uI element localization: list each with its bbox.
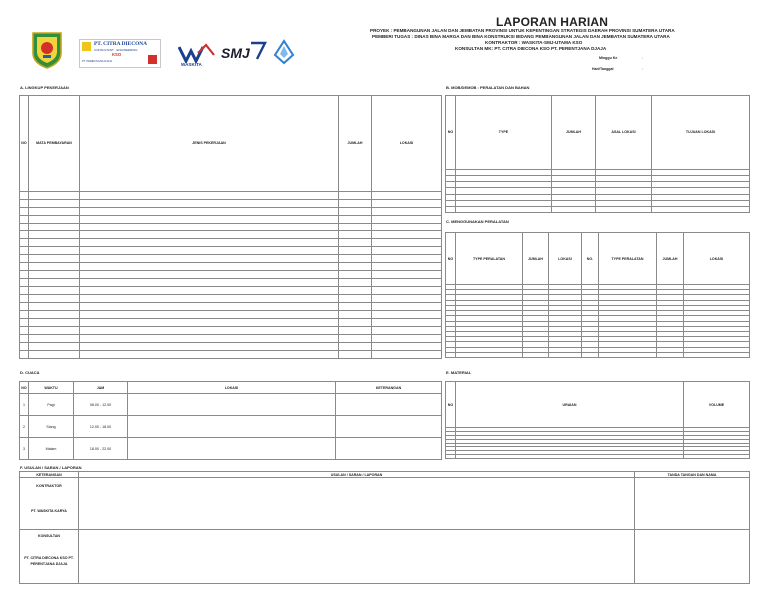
table-cell[interactable] xyxy=(339,335,372,343)
table-cell[interactable] xyxy=(80,263,339,271)
table-cell[interactable] xyxy=(339,191,372,199)
header-kontraktor: KONTRAKTOR : WASKITA-SMJ-UTAMA KSO xyxy=(485,40,583,45)
table-cell[interactable] xyxy=(339,295,372,303)
section-b-col-tujuan-lokasi: TUJUAN LOKASI xyxy=(652,96,750,170)
table-cell[interactable] xyxy=(684,352,750,357)
section-c-col-lokasi: LOKASI xyxy=(549,233,582,285)
table-cell[interactable] xyxy=(372,199,442,207)
table-row xyxy=(20,319,442,327)
table-cell[interactable] xyxy=(80,191,339,199)
table-row xyxy=(20,247,442,255)
table-cell[interactable] xyxy=(29,247,80,255)
table-row xyxy=(20,311,442,319)
table-cell[interactable] xyxy=(80,247,339,255)
table-cell[interactable] xyxy=(80,239,339,247)
table-cell[interactable] xyxy=(372,207,442,215)
table-cell[interactable] xyxy=(20,207,29,215)
section-d-table xyxy=(19,381,442,460)
table-cell[interactable] xyxy=(339,319,372,327)
weather-row-no: 1 xyxy=(20,394,29,416)
table-cell[interactable] xyxy=(372,287,442,295)
table-cell[interactable] xyxy=(20,215,29,223)
table-cell[interactable] xyxy=(80,207,339,215)
table-cell[interactable] xyxy=(372,295,442,303)
table-cell[interactable] xyxy=(372,319,442,327)
table-cell[interactable] xyxy=(29,327,80,335)
table-cell[interactable] xyxy=(446,455,456,459)
table-row xyxy=(20,327,442,335)
weather-row xyxy=(20,438,442,460)
table-cell[interactable] xyxy=(339,207,372,215)
weather-row-keterangan[interactable] xyxy=(336,394,442,416)
section-c-title: C. MENGGUNAKAN PERALATAN xyxy=(446,219,509,224)
table-cell[interactable] xyxy=(339,271,372,279)
weather-row-lokasi[interactable] xyxy=(128,416,336,438)
table-cell[interactable] xyxy=(29,223,80,231)
section-a-table xyxy=(19,95,442,359)
table-cell[interactable] xyxy=(339,239,372,247)
konsultan-signature-field[interactable] xyxy=(635,530,750,584)
section-b-table xyxy=(445,95,750,213)
section-f-title: F. USULAN / SARAN / LAPORAN xyxy=(20,465,82,470)
weather-row xyxy=(20,416,442,438)
kontraktor-signature-field[interactable] xyxy=(635,478,750,530)
table-cell[interactable] xyxy=(339,199,372,207)
weather-row-waktu: Siang xyxy=(29,416,74,438)
table-cell[interactable] xyxy=(80,351,339,359)
table-row xyxy=(20,191,442,199)
section-d-col-no: NO xyxy=(20,382,29,394)
table-cell[interactable] xyxy=(80,295,339,303)
table-cell[interactable] xyxy=(339,231,372,239)
section-e-body xyxy=(446,428,750,459)
section-a-col-jumlah: JUMLAH xyxy=(339,96,372,192)
header-pemberi-tugas: PEMBERI TUGAS : DINAS BINA MARGA DAN BINA KONSTRUKSI BIDANG PEMBANGUNAN JALAN DAN JEMBATAN SUMATERA UTARA xyxy=(372,34,670,39)
table-cell[interactable] xyxy=(80,271,339,279)
table-row xyxy=(446,352,750,357)
section-e-col-volume: VOLUME xyxy=(684,382,750,428)
table-cell[interactable] xyxy=(372,255,442,263)
section-a-col-lokasi: LOKASI xyxy=(372,96,442,192)
page-title: LAPORAN HARIAN xyxy=(496,15,609,29)
table-cell[interactable] xyxy=(29,319,80,327)
section-b-col-no: NO xyxy=(446,96,456,170)
table-row xyxy=(20,287,442,295)
section-c-body xyxy=(446,285,750,358)
table-row xyxy=(20,199,442,207)
section-b-title: B. MOB/DEMOB : PERALATAN DAN BAHAN xyxy=(446,85,530,90)
section-c-col-no: NO xyxy=(446,233,456,285)
table-cell[interactable] xyxy=(29,351,80,359)
table-cell[interactable] xyxy=(339,279,372,287)
province-emblem-logo xyxy=(30,29,64,69)
kontraktor-usulan-field[interactable] xyxy=(79,478,635,530)
table-cell[interactable] xyxy=(20,247,29,255)
table-cell[interactable] xyxy=(552,206,596,212)
table-cell[interactable] xyxy=(29,271,80,279)
table-cell[interactable] xyxy=(20,239,29,247)
table-row xyxy=(20,255,442,263)
section-b-col-asal-lokasi: ASAL LOKASI xyxy=(596,96,652,170)
table-cell[interactable] xyxy=(372,279,442,287)
table-cell[interactable] xyxy=(20,303,29,311)
section-d-col-lokasi: LOKASI xyxy=(128,382,336,394)
section-c-col-jumlah-2: JUMLAH xyxy=(657,233,684,285)
table-cell[interactable] xyxy=(582,352,599,357)
smj-logo xyxy=(221,41,267,65)
section-e-col-uraian: URAIAN xyxy=(456,382,684,428)
table-cell[interactable] xyxy=(339,215,372,223)
table-cell[interactable] xyxy=(339,263,372,271)
weather-row-waktu: Malam xyxy=(29,438,74,460)
table-cell[interactable] xyxy=(29,279,80,287)
table-cell[interactable] xyxy=(20,287,29,295)
table-row xyxy=(20,279,442,287)
weather-row-jam: 12.00 - 18.00 xyxy=(74,416,128,438)
table-cell[interactable] xyxy=(456,206,552,212)
table-cell[interactable] xyxy=(29,287,80,295)
section-a-body xyxy=(20,191,442,358)
table-cell[interactable] xyxy=(20,199,29,207)
table-cell[interactable] xyxy=(339,247,372,255)
section-b-body xyxy=(446,169,750,212)
kontraktor-label: KONTRAKTOR xyxy=(36,484,62,488)
section-a-col-jenis-pekerjaan: JENIS PEKERJAAN xyxy=(80,96,339,192)
table-cell[interactable] xyxy=(80,343,339,351)
table-cell[interactable] xyxy=(372,263,442,271)
konsultan-company-line1: PT. CITRA DIECONA KSO PT. xyxy=(24,556,74,560)
table-cell[interactable] xyxy=(339,223,372,231)
section-a-col-mata-pembayaran: MATA PEMBAYARAN xyxy=(29,96,80,192)
table-row xyxy=(20,335,442,343)
citra-logo-sub: CONSULTANT · ENGINEERING xyxy=(94,48,138,52)
table-cell[interactable] xyxy=(372,303,442,311)
table-row xyxy=(20,263,442,271)
section-d-title: D. CUACA xyxy=(20,370,40,375)
table-row xyxy=(446,455,750,459)
weather-row-lokasi[interactable] xyxy=(128,438,336,460)
waskita-logo-text: WASKITA xyxy=(181,62,202,67)
section-e-title: E. MATERIAL xyxy=(446,370,472,375)
table-row xyxy=(20,239,442,247)
table-cell[interactable] xyxy=(339,311,372,319)
table-row xyxy=(20,223,442,231)
table-row xyxy=(20,207,442,215)
table-cell[interactable] xyxy=(372,191,442,199)
table-cell[interactable] xyxy=(372,343,442,351)
table-cell[interactable] xyxy=(652,206,750,212)
waskita-logo xyxy=(178,43,216,69)
table-cell[interactable] xyxy=(596,206,652,212)
table-cell[interactable] xyxy=(372,215,442,223)
section-d-col-waktu: WAKTU xyxy=(29,382,74,394)
hari-tanggal-label: Hari/Tanggal xyxy=(592,67,614,71)
table-cell[interactable] xyxy=(80,215,339,223)
table-cell[interactable] xyxy=(20,255,29,263)
weather-row-lokasi[interactable] xyxy=(128,394,336,416)
table-row xyxy=(20,231,442,239)
smj-logo-text: SMJ xyxy=(221,45,250,61)
weather-row-no: 3 xyxy=(20,438,29,460)
citra-logo-mark xyxy=(82,42,91,51)
section-c-col-type-peralatan-2: TYPE PERALATAN xyxy=(599,233,657,285)
section-c-col-no-2: NO. xyxy=(582,233,599,285)
table-row xyxy=(20,343,442,351)
table-cell[interactable] xyxy=(456,352,523,357)
minggu-ke-label: Minggu Ke xyxy=(599,56,618,60)
table-cell[interactable] xyxy=(20,335,29,343)
section-b-col-jumlah: JUMLAH xyxy=(552,96,596,170)
table-cell[interactable] xyxy=(29,207,80,215)
weather-row-jam: 08.00 - 12.00 xyxy=(74,394,128,416)
table-cell[interactable] xyxy=(372,247,442,255)
kontraktor-company: PT. WASKITA KARYA xyxy=(31,509,67,513)
citra-logo-name: PT. CITRA DIECONA xyxy=(94,41,148,47)
table-cell[interactable] xyxy=(29,191,80,199)
table-cell[interactable] xyxy=(80,327,339,335)
table-cell[interactable] xyxy=(657,352,684,357)
table-cell[interactable] xyxy=(372,239,442,247)
citra-logo-footer: PT. PERENTJANA DJAJA xyxy=(82,60,113,63)
weather-row-jam: 18.00 - 22.00 xyxy=(74,438,128,460)
weather-row-waktu: Pagi xyxy=(29,394,74,416)
table-cell[interactable] xyxy=(29,311,80,319)
table-cell[interactable] xyxy=(20,343,29,351)
weather-row-keterangan[interactable] xyxy=(336,416,442,438)
table-cell[interactable] xyxy=(372,311,442,319)
citra-diecona-logo xyxy=(79,39,161,68)
table-cell[interactable] xyxy=(372,351,442,359)
section-b-col-type: TYPE xyxy=(456,96,552,170)
header-proyek: PROYEK : PEMBANGUNAN JALAN DAN JEMBATAN PROVINSI UNTUK KEPENTINGAN STRATEGIS DAERAH PROVINSI SUMATERA UTARA xyxy=(370,28,675,33)
table-cell[interactable] xyxy=(29,335,80,343)
table-cell[interactable] xyxy=(29,263,80,271)
table-row xyxy=(20,303,442,311)
table-cell[interactable] xyxy=(80,303,339,311)
table-cell[interactable] xyxy=(80,255,339,263)
weather-row xyxy=(20,394,442,416)
table-row xyxy=(20,215,442,223)
table-cell[interactable] xyxy=(339,303,372,311)
table-cell[interactable] xyxy=(20,271,29,279)
table-cell[interactable] xyxy=(20,319,29,327)
table-cell[interactable] xyxy=(20,263,29,271)
table-cell[interactable] xyxy=(29,231,80,239)
table-cell[interactable] xyxy=(456,455,684,459)
table-cell[interactable] xyxy=(29,239,80,247)
table-cell[interactable] xyxy=(549,352,582,357)
section-c-col-jumlah: JUMLAH xyxy=(523,233,549,285)
table-cell[interactable] xyxy=(339,287,372,295)
table-cell[interactable] xyxy=(372,231,442,239)
section-f-col-keterangan: KETERANGAN xyxy=(20,472,79,478)
table-cell[interactable] xyxy=(80,319,339,327)
table-cell[interactable] xyxy=(684,455,750,459)
table-cell[interactable] xyxy=(599,352,657,357)
table-cell[interactable] xyxy=(20,231,29,239)
table-cell[interactable] xyxy=(80,223,339,231)
section-a-col-no: NO xyxy=(20,96,29,192)
section-c-table xyxy=(445,232,750,358)
table-cell[interactable] xyxy=(80,279,339,287)
table-cell[interactable] xyxy=(80,311,339,319)
table-row xyxy=(20,351,442,359)
table-cell[interactable] xyxy=(339,327,372,335)
table-cell[interactable] xyxy=(20,223,29,231)
table-cell[interactable] xyxy=(523,352,549,357)
hari-tanggal-colon: : xyxy=(642,67,643,71)
table-cell[interactable] xyxy=(372,223,442,231)
table-cell[interactable] xyxy=(339,351,372,359)
table-cell[interactable] xyxy=(80,287,339,295)
table-cell[interactable] xyxy=(20,311,29,319)
section-a-title: A. LINGKUP PEKERJAAN xyxy=(20,85,69,90)
section-f-col-usulan: USULAN / SARAN / LAPORAN xyxy=(79,472,635,478)
section-e-table xyxy=(445,381,750,459)
section-d-col-jam: JAM xyxy=(74,382,128,394)
section-e-col-no: NO xyxy=(446,382,456,428)
table-cell[interactable] xyxy=(20,351,29,359)
minggu-ke-colon: : xyxy=(642,56,643,60)
section-f-col-tanda-tangan: TANDA TANGAN DAN NAMA xyxy=(635,472,750,478)
table-cell[interactable] xyxy=(29,343,80,351)
table-row xyxy=(20,295,442,303)
konsultan-usulan-field[interactable] xyxy=(79,530,635,584)
section-d-col-keterangan: KETERANGAN xyxy=(336,382,442,394)
table-cell[interactable] xyxy=(80,231,339,239)
section-c-col-type-peralatan: TYPE PERALATAN xyxy=(456,233,523,285)
table-cell[interactable] xyxy=(29,215,80,223)
header-konsultan: KONSULTAN MK: PT. CITRA DIECONA KSO PT. PERENTJANA DJAJA xyxy=(455,46,607,51)
table-row xyxy=(20,271,442,279)
table-cell[interactable] xyxy=(20,279,29,287)
table-cell[interactable] xyxy=(20,191,29,199)
table-cell[interactable] xyxy=(372,271,442,279)
table-cell[interactable] xyxy=(446,206,456,212)
table-cell[interactable] xyxy=(339,255,372,263)
table-cell[interactable] xyxy=(80,335,339,343)
citra-logo-kso: KSO xyxy=(112,52,122,57)
konsultan-label: KONSULTAN xyxy=(37,534,61,538)
weather-row-keterangan[interactable] xyxy=(336,438,442,460)
table-cell[interactable] xyxy=(20,295,29,303)
table-cell[interactable] xyxy=(80,199,339,207)
table-cell[interactable] xyxy=(339,343,372,351)
table-cell[interactable] xyxy=(20,327,29,335)
table-cell[interactable] xyxy=(29,295,80,303)
table-cell[interactable] xyxy=(29,303,80,311)
weather-row-no: 2 xyxy=(20,416,29,438)
section-c-col-lokasi-2: LOKASI xyxy=(684,233,750,285)
perentjana-logo-mark xyxy=(148,55,157,64)
konsultan-cell xyxy=(20,530,79,584)
table-cell[interactable] xyxy=(29,255,80,263)
table-cell[interactable] xyxy=(29,199,80,207)
konsultan-company-line2: PERENTJANA DJAJA xyxy=(30,562,68,566)
utama-logo xyxy=(273,39,295,65)
section-f-table xyxy=(19,471,750,584)
kontraktor-cell xyxy=(20,478,79,530)
table-cell[interactable] xyxy=(372,327,442,335)
table-row xyxy=(446,206,750,212)
table-cell[interactable] xyxy=(372,335,442,343)
table-cell[interactable] xyxy=(446,352,456,357)
